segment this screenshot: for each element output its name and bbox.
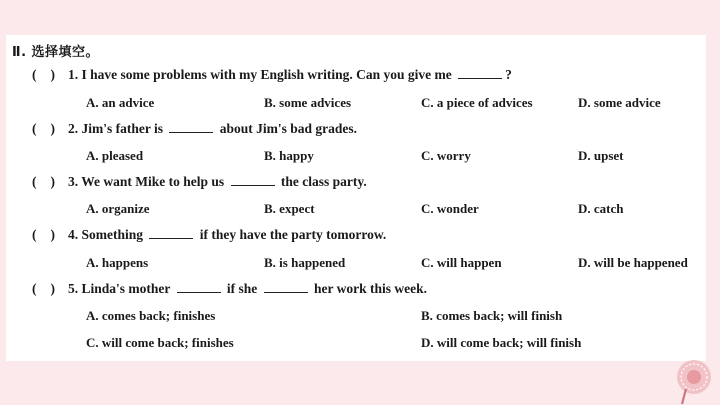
answer-blank[interactable] (458, 67, 502, 79)
option-a[interactable]: A. comes back; finishes (86, 308, 216, 323)
question-stem-end: her work this week. (314, 281, 428, 296)
question-stem: 3. We want Mike to help us (68, 174, 225, 189)
question-1 (32, 67, 512, 83)
question-stem-end: ? (505, 67, 512, 82)
question-stem: 5. Linda's mother (68, 281, 171, 296)
question-stem-end: about Jim's bad grades. (219, 121, 358, 136)
option-b[interactable]: B. happy (264, 148, 314, 163)
question-stem: 1. I have some problems with my English writing. Can you give me (68, 67, 452, 82)
option-d[interactable]: D. catch (578, 201, 624, 216)
question-3 (32, 174, 367, 190)
option-a[interactable]: A. happens (86, 255, 149, 270)
option-d[interactable]: D. some advice (578, 95, 661, 110)
answer-paren[interactable]: ( ) (32, 227, 55, 242)
answer-blank[interactable] (231, 174, 275, 186)
answer-blank[interactable] (149, 227, 193, 239)
answer-blank[interactable] (169, 121, 213, 133)
option-a[interactable]: A. an advice (86, 95, 155, 110)
option-c[interactable]: C. wonder (421, 201, 479, 216)
question-stem-end: the class party. (280, 174, 367, 189)
option-a[interactable]: A. pleased (86, 148, 144, 163)
answer-blank-1[interactable] (177, 281, 221, 293)
question-stem: 4. Something (68, 227, 144, 242)
question-4 (32, 227, 386, 243)
answer-paren[interactable]: ( ) (32, 67, 55, 82)
option-c[interactable]: C. a piece of advices (421, 95, 533, 110)
option-d[interactable]: D. will come back; will finish (421, 335, 582, 350)
section-title: Ⅱ. 选择填空。 (12, 45, 100, 60)
option-b[interactable]: B. comes back; will finish (421, 308, 563, 323)
answer-blank-2[interactable] (264, 281, 308, 293)
option-b[interactable]: B. some advices (264, 95, 352, 110)
question-stem-end: if they have the party tomorrow. (199, 227, 387, 242)
option-d[interactable]: D. will be happened (578, 255, 688, 270)
option-c[interactable]: C. worry (421, 148, 471, 163)
question-5 (32, 281, 427, 297)
answer-paren[interactable]: ( ) (32, 281, 55, 296)
pushpin-icon (666, 355, 716, 405)
question-stem: 2. Jim's father is (68, 121, 163, 136)
option-a[interactable]: A. organize (86, 201, 150, 216)
worksheet-page (6, 35, 706, 361)
question-2 (32, 121, 357, 137)
question-stem-middle: if she (226, 281, 258, 296)
option-b[interactable]: B. expect (264, 201, 315, 216)
option-d[interactable]: D. upset (578, 148, 624, 163)
option-c[interactable]: C. will come back; finishes (86, 335, 234, 350)
option-c[interactable]: C. will happen (421, 255, 502, 270)
answer-paren[interactable]: ( ) (32, 121, 55, 136)
answer-paren[interactable]: ( ) (32, 174, 55, 189)
option-b[interactable]: B. is happened (264, 255, 346, 270)
